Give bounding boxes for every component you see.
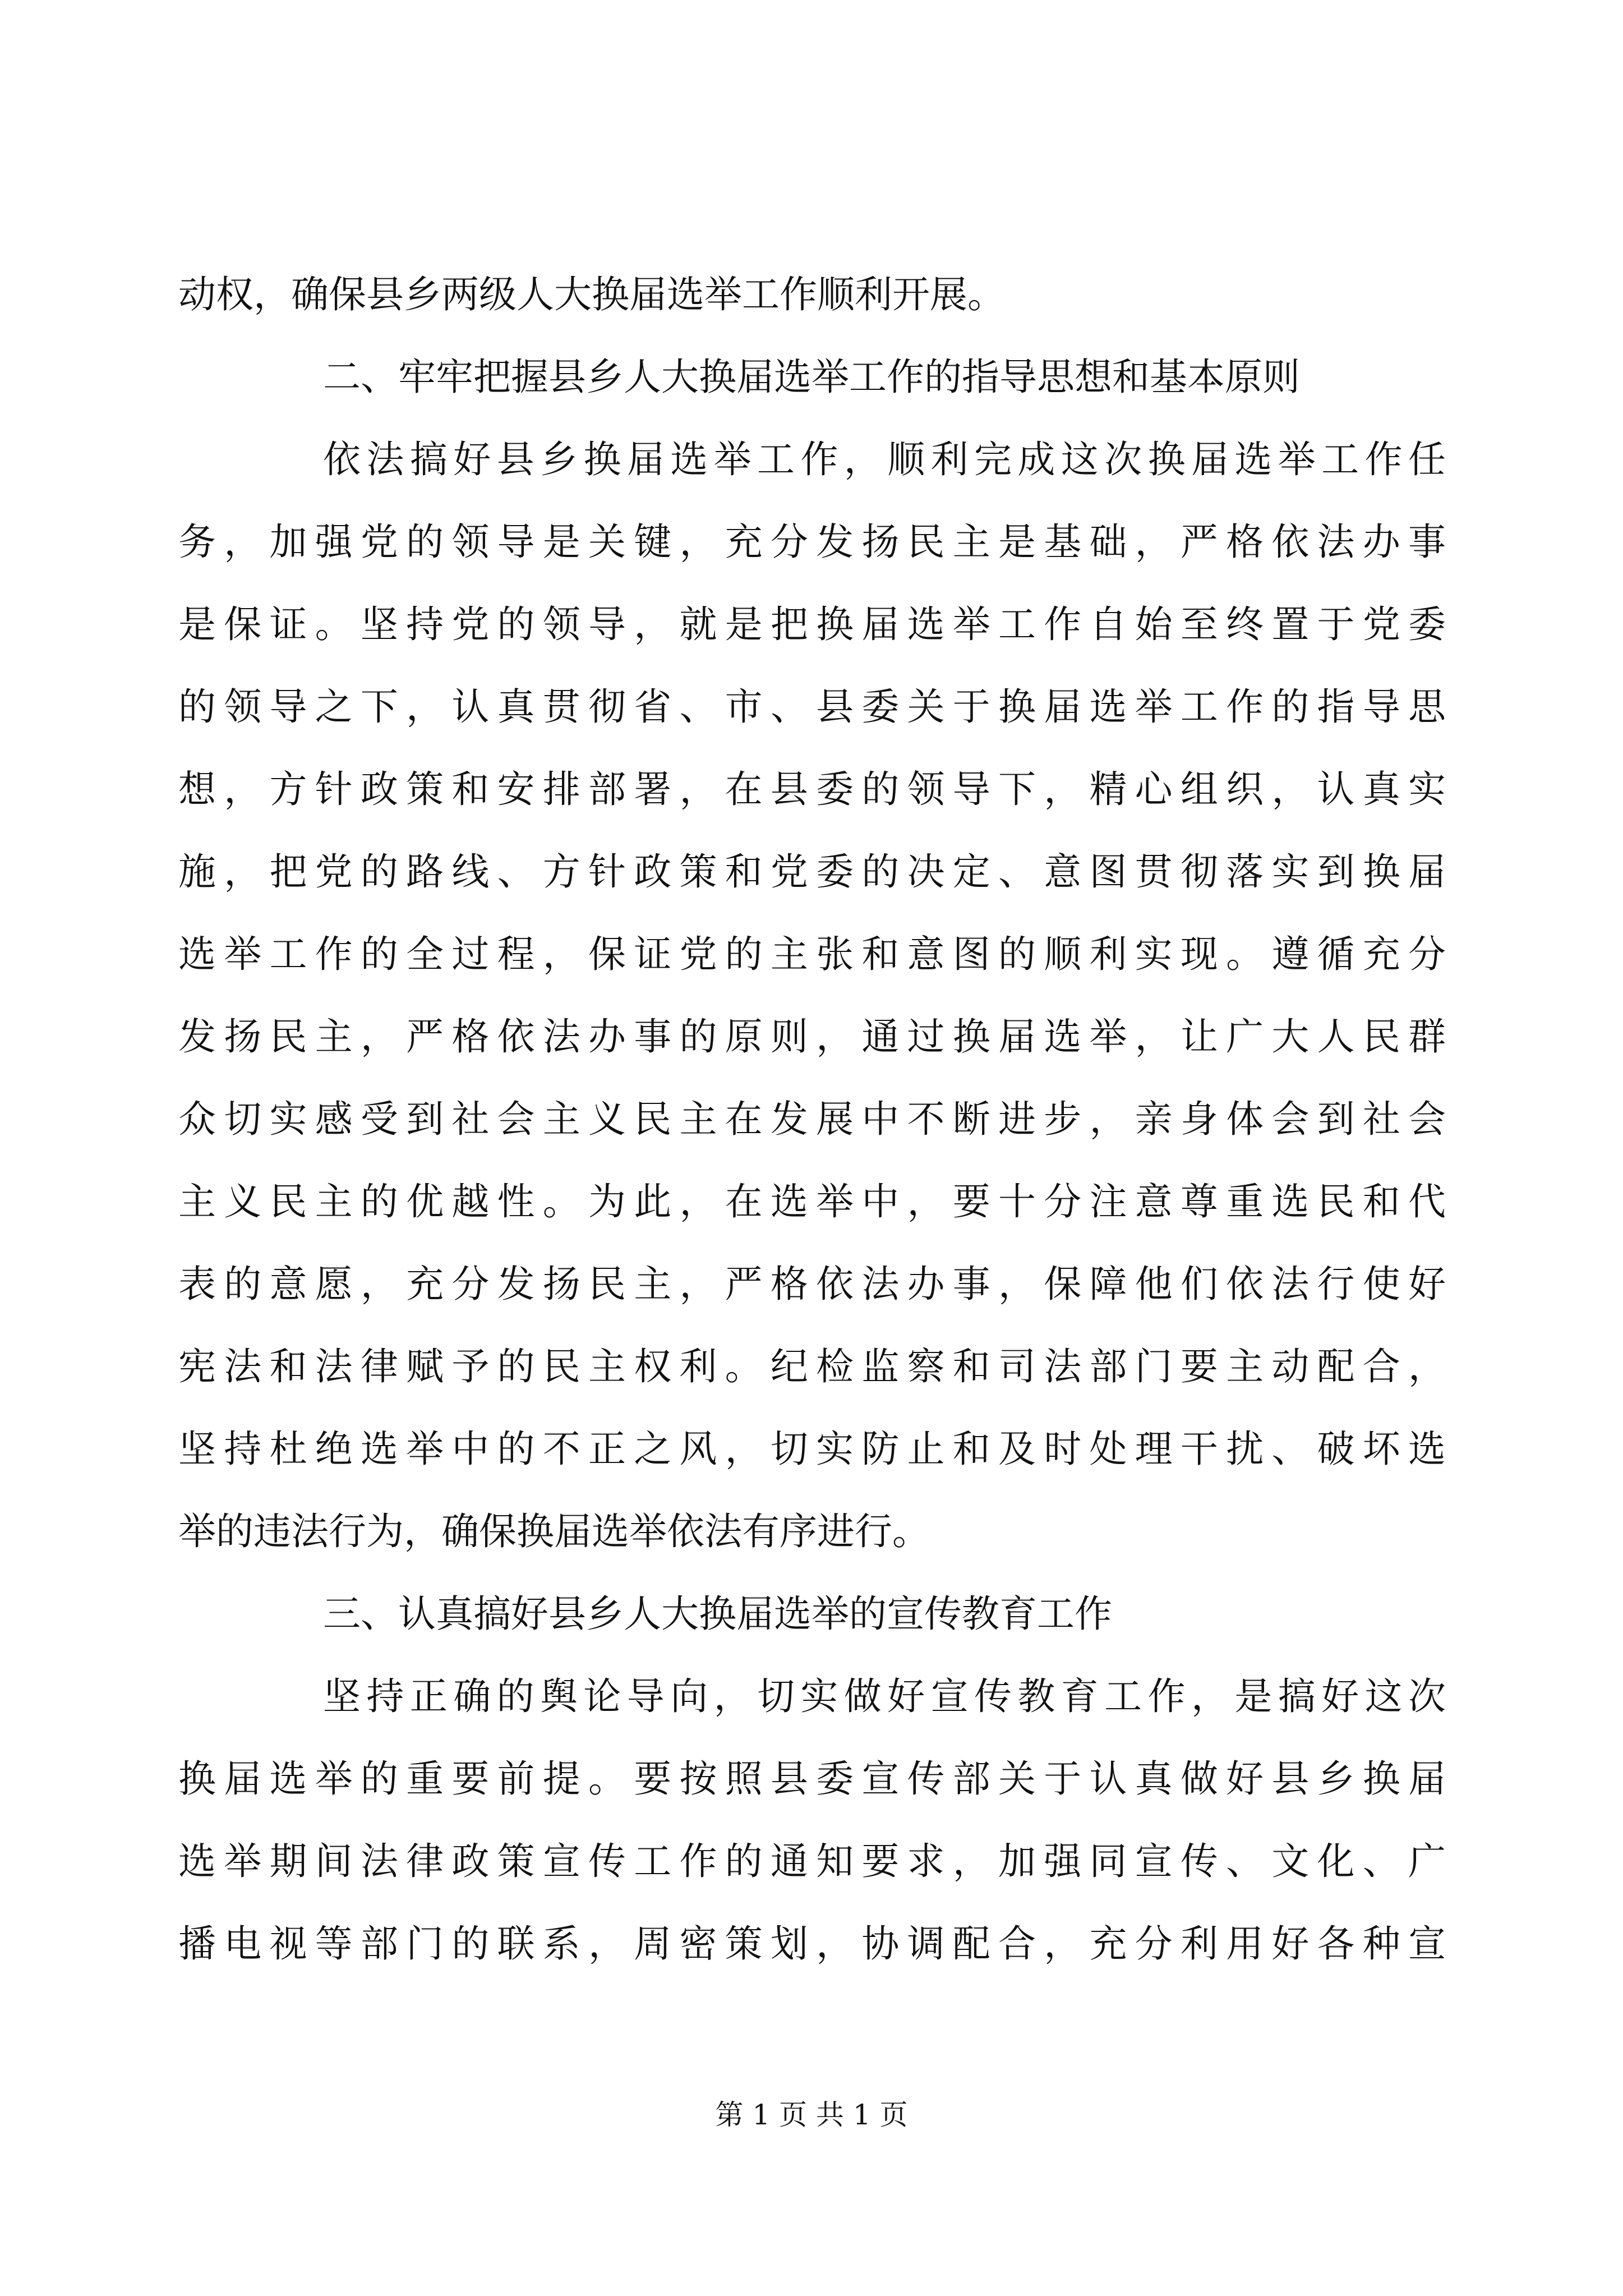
paragraph-line: 表的意愿，充分发扬民主，严格依法办事，保障他们依法行使好	[178, 1262, 1446, 1306]
paragraph-line: 播电视等部门的联系，周密策划，协调配合，充分利用好各种宣	[178, 1922, 1446, 1966]
page-number-label: 第 1 页 共 1 页	[715, 2099, 908, 2131]
paragraph-line: 务，加强党的领导是关键，充分发扬民主是基础，严格依法办事	[178, 520, 1446, 564]
paragraph-line: 想，方针政策和安排部署，在县委的领导下，精心组织，认真实	[178, 767, 1446, 811]
paragraph-line: 选举工作的全过程，保证党的主张和意图的顺利实现。遵循充分	[178, 932, 1446, 976]
paragraph-line: 坚持杜绝选举中的不正之风，切实防止和及时处理干扰、破坏选	[178, 1427, 1446, 1471]
paragraph-line: 选举期间法律政策宣传工作的通知要求，加强同宣传、文化、广	[178, 1839, 1446, 1883]
paragraph-line: 依法搞好县乡换届选举工作，顺利完成这次换届选举工作任	[323, 438, 1446, 481]
paragraph-line: 众切实感受到社会主义民主在发展中不断进步，亲身体会到社会	[178, 1097, 1446, 1141]
paragraph-line: 坚持正确的舆论导向，切实做好宣传教育工作，是搞好这次	[323, 1674, 1446, 1718]
body-text	[178, 254, 1446, 1985]
section-heading-3: 三、认真搞好县乡人大换届选举的宣传教育工作	[323, 1592, 1112, 1636]
paragraph-line: 宪法和法律赋予的民主权利。纪检监察和司法部门要主动配合，	[178, 1345, 1446, 1388]
paragraph-line: 的领导之下，认真贯彻省、市、县委关于换届选举工作的指导思	[178, 685, 1446, 729]
paragraph-continuation-line: 动权，确保县乡两级人大换届选举工作顺利开展。	[178, 273, 1005, 316]
section-heading-2: 二、牢牢把握县乡人大换届选举工作的指导思想和基本原则	[323, 355, 1300, 399]
paragraph-line: 是保证。坚持党的领导，就是把换届选举工作自始至终置于党委	[178, 602, 1446, 646]
paragraph-line: 换届选举的重要前提。要按照县委宣传部关于认真做好县乡换届	[178, 1757, 1446, 1801]
page-footer	[0, 2095, 1623, 2134]
paragraph-line: 主义民主的优越性。为此，在选举中，要十分注意尊重选民和代	[178, 1180, 1446, 1223]
paragraph-line: 施，把党的路线、方针政策和党委的决定、意图贯彻落实到换届	[178, 850, 1446, 894]
paragraph-line: 发扬民主，严格依法办事的原则，通过换届选举，让广大人民群	[178, 1015, 1446, 1059]
paragraph-line: 举的违法行为，确保换届选举依法有序进行。	[178, 1510, 930, 1553]
